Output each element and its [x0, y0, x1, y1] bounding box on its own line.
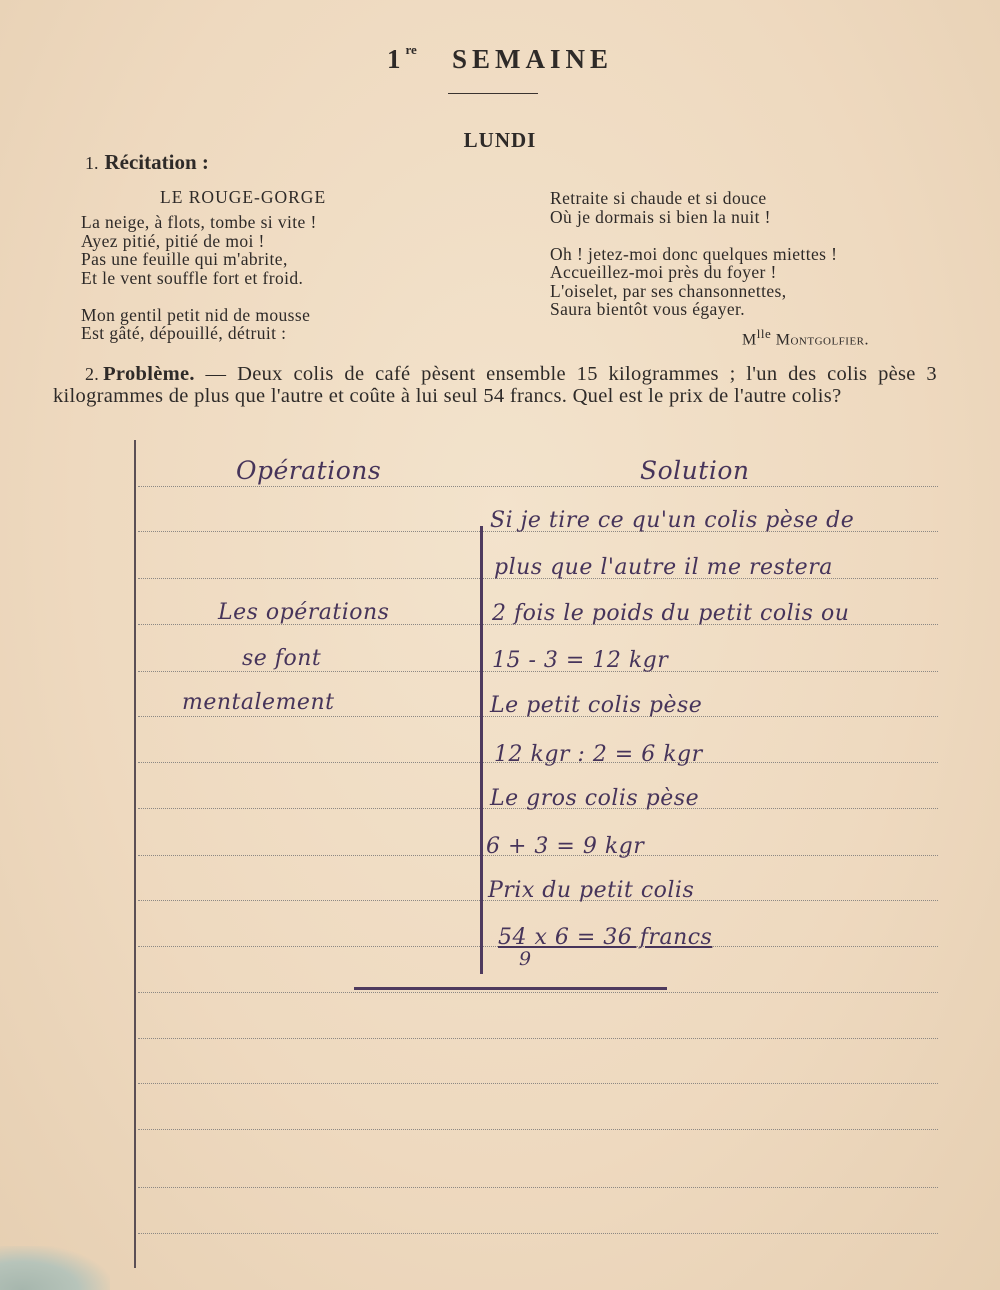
- ruled-line: [138, 1129, 938, 1130]
- poem-title: LE ROUGE-GORGE: [160, 187, 327, 207]
- ruled-line: [138, 992, 938, 993]
- solution-line: Prix du petit colis: [488, 878, 695, 903]
- solution-line: 6 + 3 = 9 kgr: [486, 834, 645, 859]
- operations-heading: Opérations: [236, 456, 382, 485]
- poem-column-right: Retraite si chaude et si douce Où je dormais si bien la nuit ! Oh ! jetez-moi donc quelques miettes ! Accueillez-moi près du foyer ! L'oiselet, par ses chansonnettes, Saura bientôt vous égayer.: [550, 188, 838, 319]
- recitation-heading: 1. Récitation :: [85, 150, 209, 174]
- closing-underline: [354, 987, 667, 990]
- week-title: 1re SEMAINE: [386, 42, 614, 74]
- paper-stain: [0, 1246, 110, 1290]
- solution-line: 54 x 6 = 36 francs: [498, 925, 713, 950]
- day-heading: LUNDI: [463, 128, 537, 152]
- solution-line: 15 - 3 = 12 kgr: [492, 648, 669, 673]
- solution-line: Si je tire ce qu'un colis pèse de: [490, 508, 855, 533]
- problem-statement: 2. Problème. — Deux colis de café pèsent ensemble 15 kilogrammes ; l'un des colis pèse 3 kilogrammes de plus que l'autre et coûte à lui seul 54 francs. Quel est le prix de l'autre colis?: [53, 363, 937, 407]
- margin-line: [134, 440, 136, 1268]
- ruled-line: [138, 1038, 938, 1039]
- ruled-line: [138, 1083, 938, 1084]
- solution-line: Le petit colis pèse: [490, 693, 703, 718]
- solution-line: Le gros colis pèse: [490, 786, 700, 811]
- poem-column-left: La neige, à flots, tombe si vite ! Ayez pitié, pitié de moi ! Pas une feuille qui m'abrite, Et le vent souffle fort et froid. Mon gentil petit nid de mousse Est gâté, dépouillé, détruit :: [81, 212, 317, 343]
- poem-author: $M^{lle}$ Montgolfier.: [742, 326, 870, 349]
- solution-line: plus que l'autre il me restera: [494, 555, 833, 580]
- ruled-line: [138, 486, 938, 487]
- fraction-denominator: 9: [519, 948, 532, 970]
- ruled-line: [138, 1233, 938, 1234]
- ruled-line: [138, 1187, 938, 1188]
- operations-line: mentalement: [182, 690, 335, 715]
- operations-line: Les opérations: [218, 600, 390, 625]
- operations-line: se font: [242, 646, 322, 671]
- title-divider: [448, 93, 538, 94]
- column-divider: [480, 526, 483, 974]
- solution-heading: Solution: [640, 456, 750, 485]
- solution-line: 12 kgr : 2 = 6 kgr: [494, 742, 703, 767]
- solution-line: 2 fois le poids du petit colis ou: [492, 601, 850, 626]
